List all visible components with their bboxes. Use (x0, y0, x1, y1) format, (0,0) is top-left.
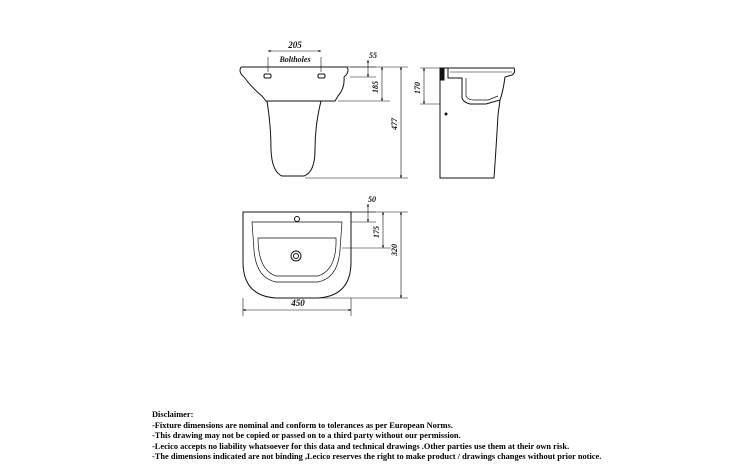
width-label: 450 (291, 298, 305, 308)
top-inner-bowl (252, 222, 342, 282)
drain-outer (291, 251, 301, 261)
side-basin-profile (444, 68, 515, 104)
bolt-span-label: 205 (288, 40, 302, 50)
right-bolthole (318, 74, 325, 78)
tap-offset-label: 50 (368, 195, 376, 204)
bowl-height-label: 185 (371, 81, 380, 93)
side-view (420, 68, 515, 178)
top-view (243, 204, 408, 316)
disclaimer-line: -Lecico accepts no liability whatsoever for this data and technical drawings .Other parties use them at their own risk. (152, 441, 570, 451)
front-view (240, 51, 408, 178)
disclaimer-line: -This drawing may not be copied or passed on to a third party without our permission. (152, 431, 461, 441)
side-height-label: 170 (413, 82, 422, 94)
front-basin-bowl (244, 77, 344, 101)
front-pedestal (267, 101, 321, 176)
bolt-caption: Boltholes (279, 55, 311, 64)
side-wall-plate (440, 68, 444, 80)
bowl-depth-label: 175 (372, 226, 381, 238)
disclaimer-title: Disclaimer: (152, 410, 194, 419)
depth-label: 320 (390, 244, 399, 256)
disclaimer-line: -The dimensions indicated are not binding ,Lecico reserves the right to make product / drawings changes without prior notice. (152, 452, 602, 462)
tap-hole (295, 217, 300, 222)
disclaimer (152, 410, 742, 463)
total-height-label: 477 (390, 118, 399, 130)
side-pedestal-profile (440, 80, 500, 178)
left-bolthole (264, 74, 271, 78)
drain-inner (294, 254, 299, 259)
front-basin-rim (240, 67, 348, 77)
disclaimer-line: -Fixture dimensions are nominal and conform to tolerances as per European Norms. (152, 420, 453, 430)
rim-thickness-label: 55 (369, 51, 377, 60)
